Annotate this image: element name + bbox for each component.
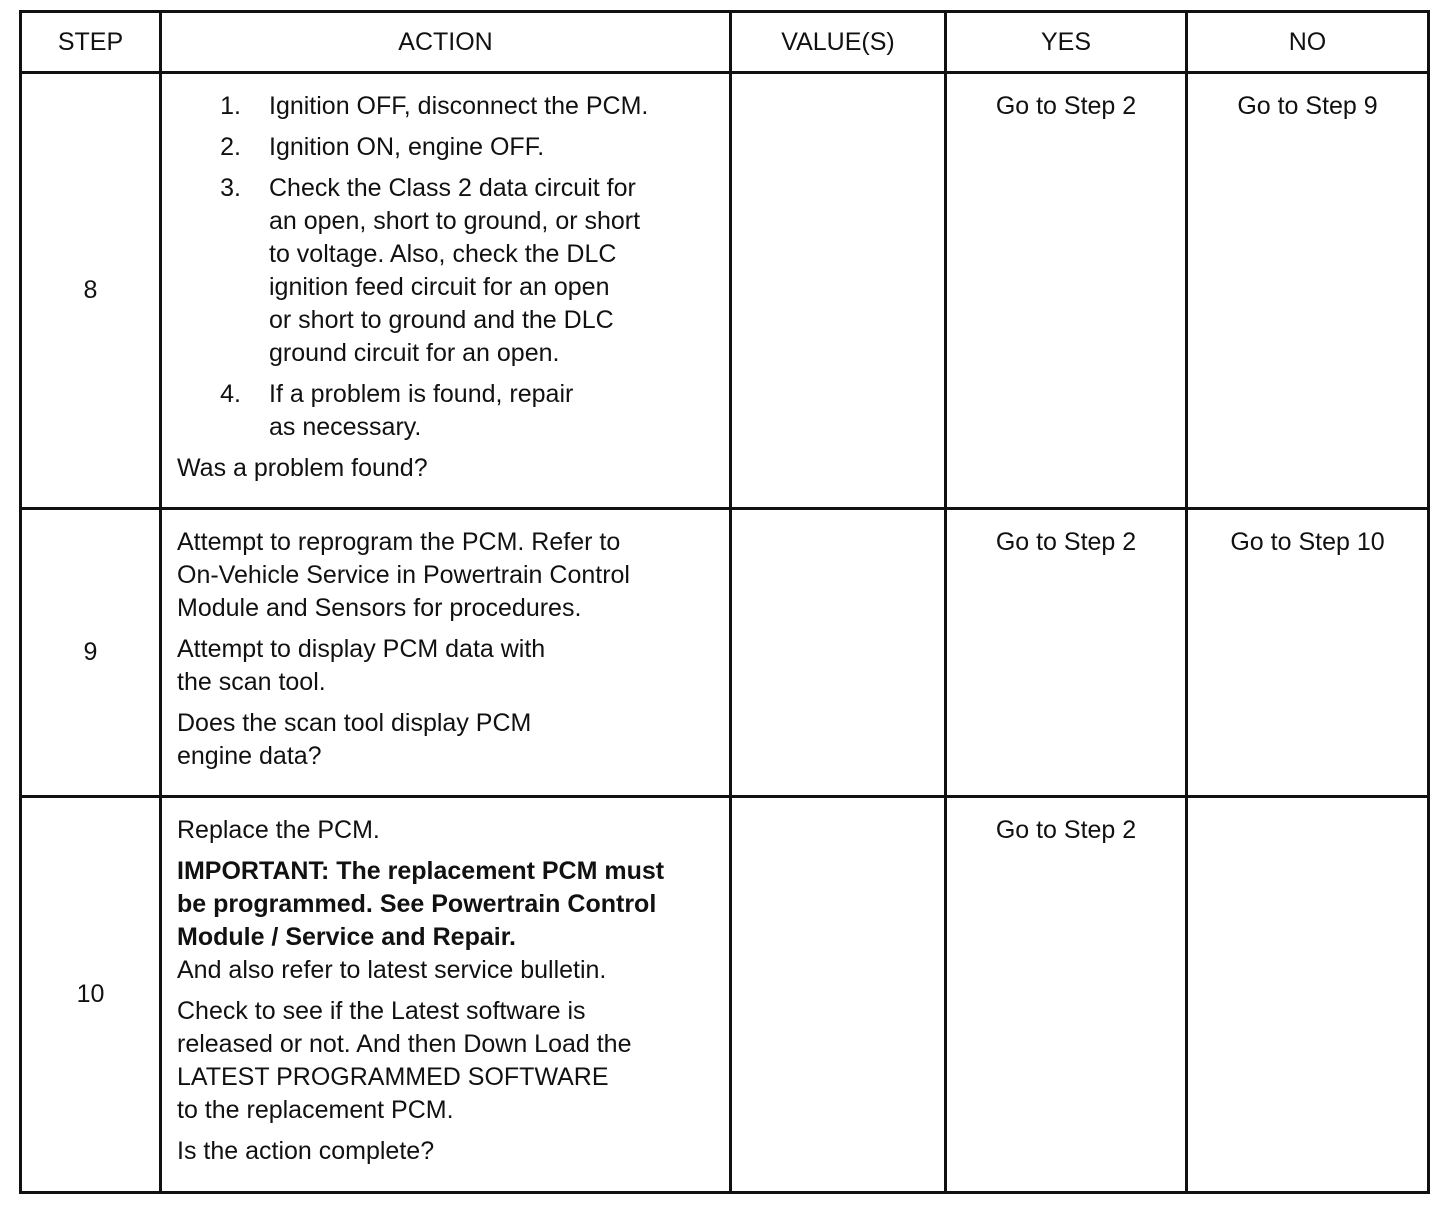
header-step: STEP	[21, 12, 161, 73]
action-list	[177, 90, 721, 444]
action-paragraph: Attempt to display PCM data with the scan tool.	[177, 635, 546, 696]
step-number: 9	[21, 509, 161, 797]
action-cell	[161, 509, 731, 797]
yes-cell: Go to Step 2	[946, 797, 1187, 1193]
yes-cell: Go to Step 2	[946, 73, 1187, 509]
list-item	[177, 378, 721, 444]
list-text: Ignition OFF, disconnect the PCM.	[269, 92, 649, 120]
yes-cell: Go to Step 2	[946, 509, 1187, 797]
action-paragraph: Replace the PCM.	[177, 816, 380, 844]
action-cell	[161, 73, 731, 509]
no-cell: Go to Step 10	[1187, 509, 1429, 797]
header-values: VALUE(S)	[731, 12, 946, 73]
values-cell	[731, 797, 946, 1193]
action-paragraph: Attempt to reprogram the PCM. Refer to On-Vehicle Service in Powertrain Control Module and Sensors for procedures.	[177, 528, 630, 622]
list-number: 2.	[220, 133, 241, 161]
list-item	[177, 172, 721, 370]
list-text: If a problem is found, repair as necessary.	[269, 380, 574, 441]
action-cell	[161, 797, 731, 1193]
header-no: NO	[1187, 12, 1429, 73]
diagnostic-table	[19, 10, 1430, 1194]
list-number: 4.	[220, 380, 241, 408]
table-row	[21, 73, 1429, 509]
table-row	[21, 797, 1429, 1193]
list-text: Ignition ON, engine OFF.	[269, 133, 545, 161]
values-cell	[731, 509, 946, 797]
action-paragraph: And also refer to latest service bulletin.	[177, 956, 607, 984]
step-number: 8	[21, 73, 161, 509]
list-number: 1.	[220, 92, 241, 120]
list-item	[177, 90, 721, 123]
step-number: 10	[21, 797, 161, 1193]
no-cell	[1187, 797, 1429, 1193]
list-item	[177, 131, 721, 164]
list-number: 3.	[220, 174, 241, 202]
values-cell	[731, 73, 946, 509]
action-paragraph: Check to see if the Latest software is released or not. And then Down Load the LATEST PROGRAMMED SOFTWARE to the replacement PCM.	[177, 997, 632, 1124]
table-row	[21, 509, 1429, 797]
header-action: ACTION	[161, 12, 731, 73]
question-text: Was a problem found?	[177, 454, 428, 482]
question-text: Is the action complete?	[177, 1137, 435, 1165]
header-row	[21, 12, 1429, 73]
no-cell: Go to Step 9	[1187, 73, 1429, 509]
question-text: Does the scan tool display PCM engine data?	[177, 709, 532, 770]
important-note: IMPORTANT: The replacement PCM must be programmed. See Powertrain Control Module / Service and Repair.	[177, 857, 665, 951]
list-text: Check the Class 2 data circuit for an open, short to ground, or short to voltage. Also, check the DLC ignition feed circuit for an open or short to ground and the DLC ground circuit for an open.	[269, 174, 641, 367]
header-yes: YES	[946, 12, 1187, 73]
